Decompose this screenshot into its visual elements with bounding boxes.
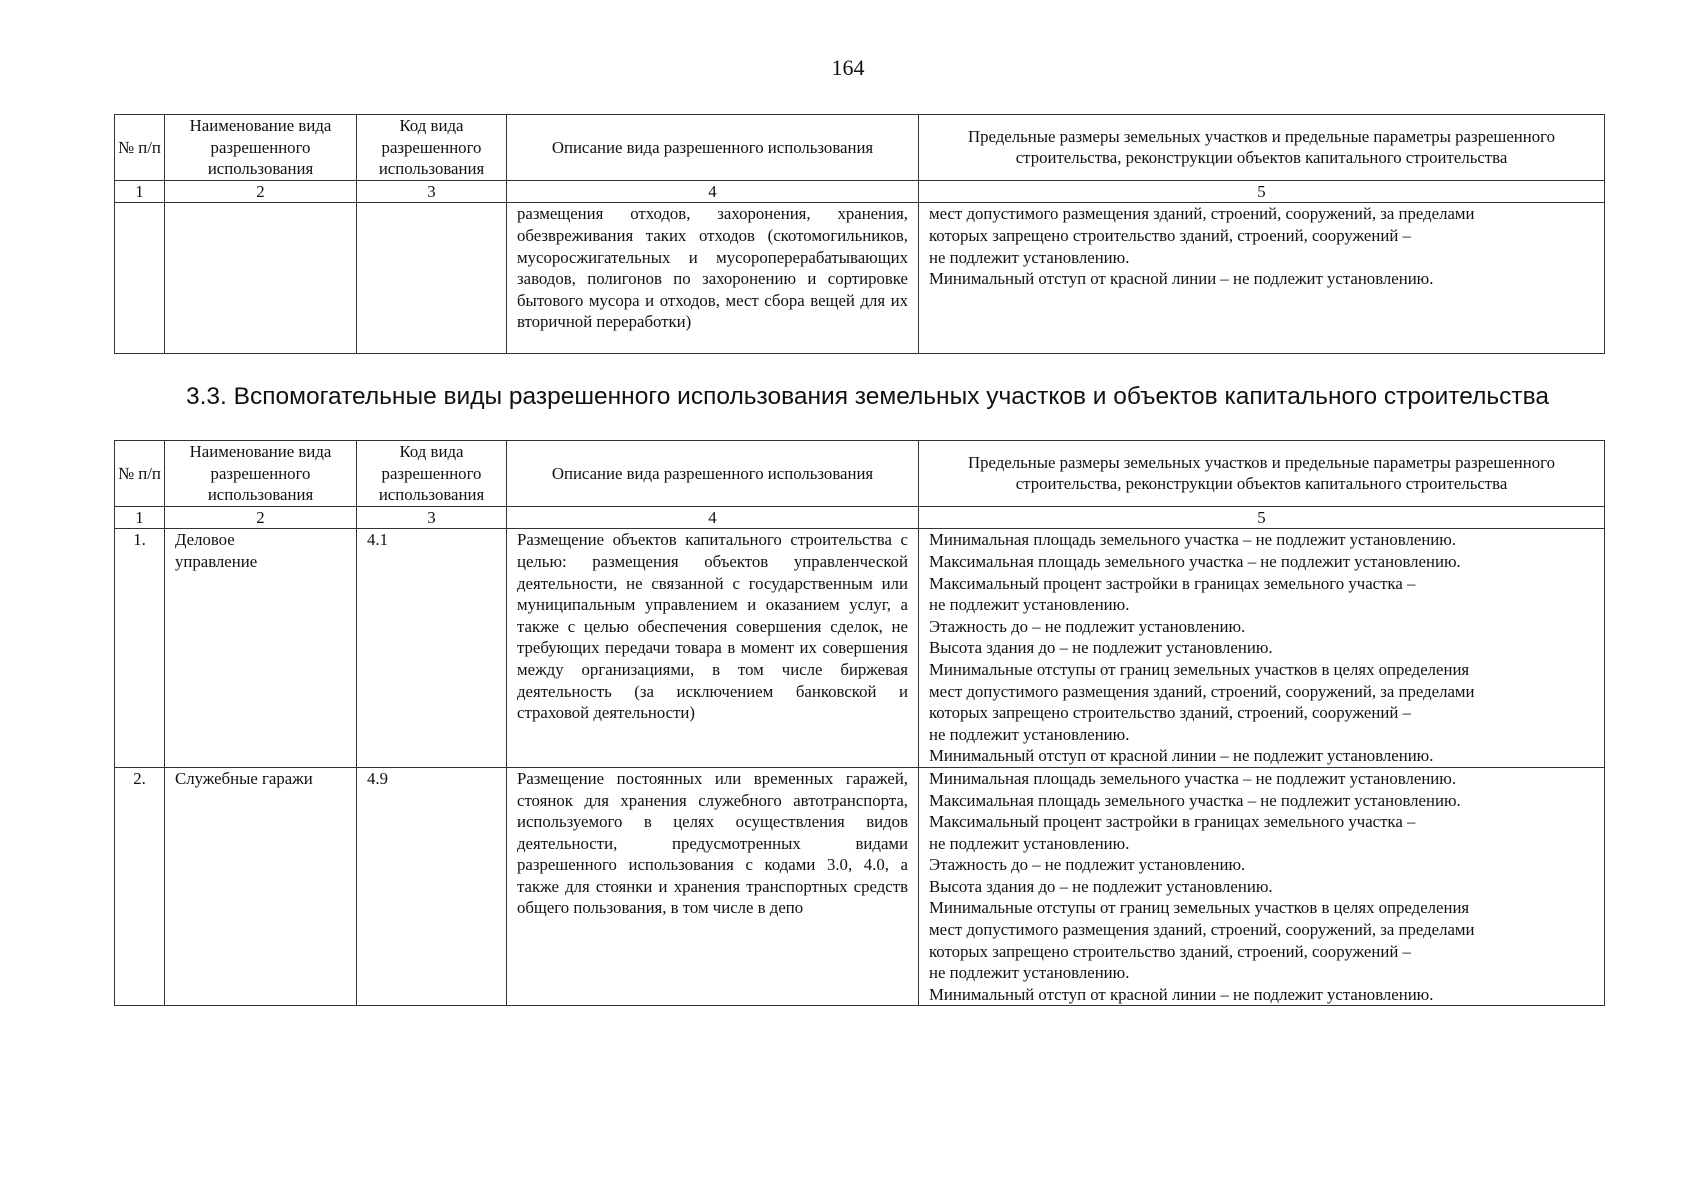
param-line: не подлежит установлению. <box>929 724 1130 744</box>
row-description: Размещение постоянных или временных гаражей, стоянок для хранения служебного автотранспорта, используемого в целях осуществления видов деятельности, предусмотренных видами разрешенного использования с кодами 3.0, 4.0, а также для стоянки и хранения транспортных средств общего пользования, в том числе в депо <box>507 767 919 1006</box>
header-name: Наименование вида разрешенного использования <box>165 441 357 507</box>
header-params: Предельные размеры земельных участков и предельные параметры разрешенного строительства, реконструкции объектов капитального строительства <box>919 441 1605 507</box>
param-line: Этажность до – не подлежит установлению. <box>929 616 1246 636</box>
row-num-cell <box>115 203 165 354</box>
column-number: 4 <box>507 506 919 529</box>
row-num: 2. <box>115 767 165 1006</box>
row-description: Размещение объектов капитального строительства с целью: размещения объектов управленческой деятельности, не связанной с государственным или муниципальным управлением и оказанием услуг, а также с целью обеспечения совершения сделок, не требующих передачи товара в момент их совершения между организациями, в том числе биржевая деятельность (за исключением банковской и страховой деятельности) <box>507 529 919 768</box>
column-numbers-row <box>115 180 1605 203</box>
auxiliary-uses-table <box>114 440 1605 1006</box>
param-line: Максимальная площадь земельного участка – не подлежит установлению. <box>929 790 1461 810</box>
header-name: Наименование вида разрешенного использования <box>165 115 357 181</box>
header-row <box>115 115 1605 181</box>
table-row <box>115 767 1605 1006</box>
column-number: 5 <box>919 180 1605 203</box>
column-number: 1 <box>115 180 165 203</box>
column-number: 3 <box>357 506 507 529</box>
param-line: Минимальный отступ от красной линии – не подлежит установлению. <box>929 269 1434 289</box>
column-number: 2 <box>165 506 357 529</box>
param-line: Минимальный отступ от красной линии – не подлежит установлению. <box>929 746 1434 766</box>
param-line: Максимальный процент застройки в границах земельного участка – <box>929 573 1416 593</box>
param-line: Максимальный процент застройки в границах земельного участка – <box>929 812 1416 832</box>
header-num: № п/п <box>115 441 165 507</box>
row-code: 4.1 <box>357 529 507 768</box>
column-number: 2 <box>165 180 357 203</box>
row-description: размещения отходов, захоронения, хранения, обезвреживания таких отходов (скотомогильников, мусоросжигательных и мусороперерабатывающих заводов, полигонов по захоронению и сортировке бытового мусора и отходов, мест сбора вещей для их вторичной переработки) <box>507 203 919 354</box>
header-code: Код вида разрешенного использования <box>357 441 507 507</box>
row-name: Служебные гаражи <box>165 767 357 1006</box>
param-line: которых запрещено строительство зданий, строений, сооружений – <box>929 225 1411 245</box>
param-line: мест допустимого размещения зданий, строений, сооружений, за пределами <box>929 920 1475 940</box>
param-line: мест допустимого размещения зданий, строений, сооружений, за пределами <box>929 204 1475 224</box>
column-numbers-row <box>115 506 1605 529</box>
param-line: Максимальная площадь земельного участка – не подлежит установлению. <box>929 551 1461 571</box>
param-line: Высота здания до – не подлежит установлению. <box>929 876 1273 896</box>
row-name: Деловое управление <box>165 529 357 768</box>
param-line: Минимальные отступы от границ земельных участков в целях определения <box>929 898 1470 918</box>
param-line: Минимальный отступ от красной линии – не подлежит установлению. <box>929 984 1434 1004</box>
row-code-cell <box>357 203 507 354</box>
page-number: 164 <box>831 55 865 80</box>
param-line: мест допустимого размещения зданий, строений, сооружений, за пределами <box>929 681 1475 701</box>
column-number: 1 <box>115 506 165 529</box>
row-code: 4.9 <box>357 767 507 1006</box>
param-line: которых запрещено строительство зданий, строений, сооружений – <box>929 703 1411 723</box>
header-code: Код вида разрешенного использования <box>357 115 507 181</box>
row-params <box>919 767 1605 1006</box>
header-description: Описание вида разрешенного использования <box>507 441 919 507</box>
table-row <box>115 529 1605 768</box>
param-line: не подлежит установлению. <box>929 247 1130 267</box>
table-row <box>115 203 1605 354</box>
param-line: не подлежит установлению. <box>929 595 1130 615</box>
header-params: Предельные размеры земельных участков и предельные параметры разрешенного строительства, реконструкции объектов капитального строительства <box>919 115 1605 181</box>
param-line: Этажность до – не подлежит установлению. <box>929 855 1246 875</box>
header-row <box>115 441 1605 507</box>
header-description: Описание вида разрешенного использования <box>507 115 919 181</box>
row-params <box>919 529 1605 768</box>
row-params <box>919 203 1605 354</box>
param-line: не подлежит установлению. <box>929 963 1130 983</box>
continuation-table <box>114 114 1605 354</box>
param-line: Высота здания до – не подлежит установлению. <box>929 638 1273 658</box>
param-line: которых запрещено строительство зданий, строений, сооружений – <box>929 941 1411 961</box>
param-line: Минимальная площадь земельного участка – не подлежит установлению. <box>929 768 1457 788</box>
header-num: № п/п <box>115 115 165 181</box>
row-num: 1. <box>115 529 165 768</box>
column-number: 3 <box>357 180 507 203</box>
column-number: 5 <box>919 506 1605 529</box>
column-number: 4 <box>507 180 919 203</box>
row-name-cell <box>165 203 357 354</box>
param-line: не подлежит установлению. <box>929 833 1130 853</box>
section-heading: 3.3. Вспомогательные виды разрешенного использования земельных участков и объектов капитального строительства <box>186 383 1549 410</box>
param-line: Минимальные отступы от границ земельных участков в целях определения <box>929 659 1470 679</box>
param-line: Минимальная площадь земельного участка – не подлежит установлению. <box>929 530 1457 550</box>
